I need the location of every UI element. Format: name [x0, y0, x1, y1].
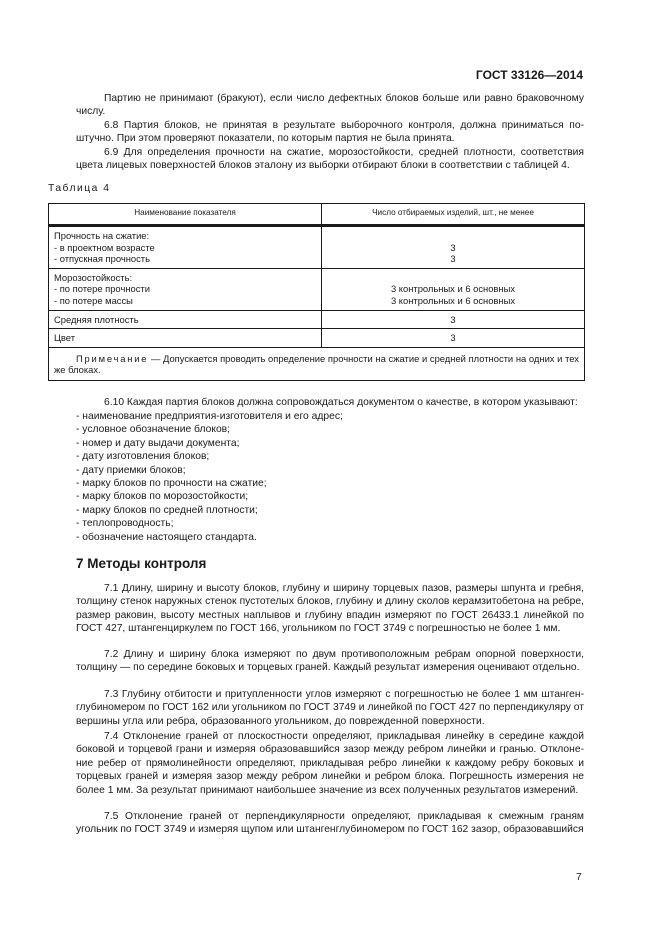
table-cell-name: Средняя плотность: [49, 310, 322, 329]
list-item: - обозначение настоящего стандарта.: [76, 531, 257, 543]
note-label: Примечание: [76, 352, 149, 364]
paragraph-reject-rule: Партию не принимают (бракуют), если число дефектных блоков больше или равно браковочному числу.: [76, 93, 584, 118]
list-item: - условное обозначение блоков;: [76, 424, 231, 436]
table-cell-value: 3 3: [322, 226, 585, 269]
paragraph-7-3: 7.3 Глубину отбитости и притупленности углов измеряют с погрешностью не более 1 мм штангенглубиномером по ГОСТ 162 или угольником по ГОСТ 3749 и линейкой по ГОСТ 427 по перпендикуляру от вершины угла или ребра, образованного угольником, до поврежденной поверхности.: [76, 689, 584, 727]
table-caption: Таблица 4: [48, 183, 111, 194]
table-row-strength: [49, 226, 585, 269]
document-code-header: ГОСТ 33126—2014: [475, 68, 583, 82]
table-note: [49, 347, 585, 380]
paragraph-6-8: 6.8 Партия блоков, не принятая в результате выборочного контроля, должна приниматься поштучно. При этом проверяют показатели, по которым партия не была принята.: [76, 120, 584, 145]
list-item: - марку блоков по прочности на сжатие;: [76, 478, 267, 490]
table-cell-value: 3: [322, 329, 585, 348]
paragraph-7-5: 7.5 Отклонение граней от перпендикулярности определяют, прикладывая к смежным граням угольник по ГОСТ 3749 и измеряя щупом или штангенглубиномером по ГОСТ 162 зазор, образовавшийся: [76, 811, 584, 836]
table-header-row: [49, 204, 585, 226]
paragraph-6-10: 6.10 Каждая партия блоков должна сопровождаться документом о качестве, в котором указывают:: [104, 397, 578, 408]
paragraph-6-9: 6.9 Для определения прочности на сжатие, морозостойкости, средней плотности, соответствия цвета лицевых поверхностей блоков эталону из выборки отбирают блоки в соответствии с таблицей 4.: [76, 147, 584, 172]
sampling-table: [48, 203, 585, 381]
page-number: 7: [576, 872, 582, 883]
list-item: - марку блоков по морозостойкости;: [76, 491, 249, 503]
list-item: - номер и дату выдачи документа;: [76, 437, 240, 449]
paragraph-7-2: 7.2 Длину и ширину блока измеряют по двум противоположным ребрам опорной поверхности, толщину — по середине боковых и торцевых граней. Каждый результат измерения оценивают отдельно.: [76, 649, 584, 674]
column-header-count: Число отбираемых изделий, шт., не менее: [322, 204, 585, 226]
table-row-density: [49, 310, 585, 329]
note-text: — Допускается проводить определение прочности на сжатие и средней плотности на одних и тех же блоках.: [54, 352, 579, 376]
document-contents-list: [76, 410, 343, 544]
table-cell-value: 3: [322, 310, 585, 329]
list-item: - марку блоков по средней плотности;: [76, 504, 258, 516]
list-item: - теплопроводность;: [76, 518, 174, 530]
table-cell-name: Морозостойкость: - по потере прочности - по потере массы: [49, 268, 322, 310]
list-item: - дату изготовления блоков;: [76, 451, 210, 463]
table-row-frost: [49, 268, 585, 310]
table-cell-name: Цвет: [49, 329, 322, 348]
table-note-row: [49, 347, 585, 380]
section-title: 7 Методы контроля: [76, 556, 207, 571]
table-cell-name: Прочность на сжатие: - в проектном возрасте - отпускная прочность: [49, 226, 322, 269]
list-item: - наименование предприятия-изготовителя и его адрес;: [76, 411, 343, 422]
paragraph-7-4: 7.4 Отклонение граней от плоскостности определяют, прикладывая линейку в середине каждой боковой и торцевой грани и измеряя образовавшийся зазор между ребром линейки и гранью. Отклонение ребер от прямолинейности определяют, прикладывая ребро линейки к каждому ребру боковых и торцевых граней и измеряя зазор между ребром линейки и ребром блока. Погрешность измерения не более 1 мм. За результат принимают наибольшее значение из всех полученных результатов измерений.: [76, 731, 584, 796]
column-header-indicator: Наименование показателя: [49, 204, 322, 226]
list-item: - дату приемки блоков;: [76, 464, 186, 476]
table-cell-value: 3 контрольных и 6 основных 3 контрольных и 6 основных: [322, 268, 585, 310]
paragraph-7-1: 7.1 Длину, ширину и высоту блоков, глубину и ширину торцевых пазов, размеры шпунта и гребня, толщину стенок наружных стенок пустотелых блоков, глубину и длину сколов керамзитобетона на ребре, размер раковин, высоту местных наплывов и глубину впадин измеряют по ГОСТ 26433.1 линейкой по ГОСТ 427, штангенциркулем по ГОСТ 166, угольником по ГОСТ 3749 с погрешностью не более 1 мм.: [76, 583, 584, 635]
table-row-color: [49, 329, 585, 348]
